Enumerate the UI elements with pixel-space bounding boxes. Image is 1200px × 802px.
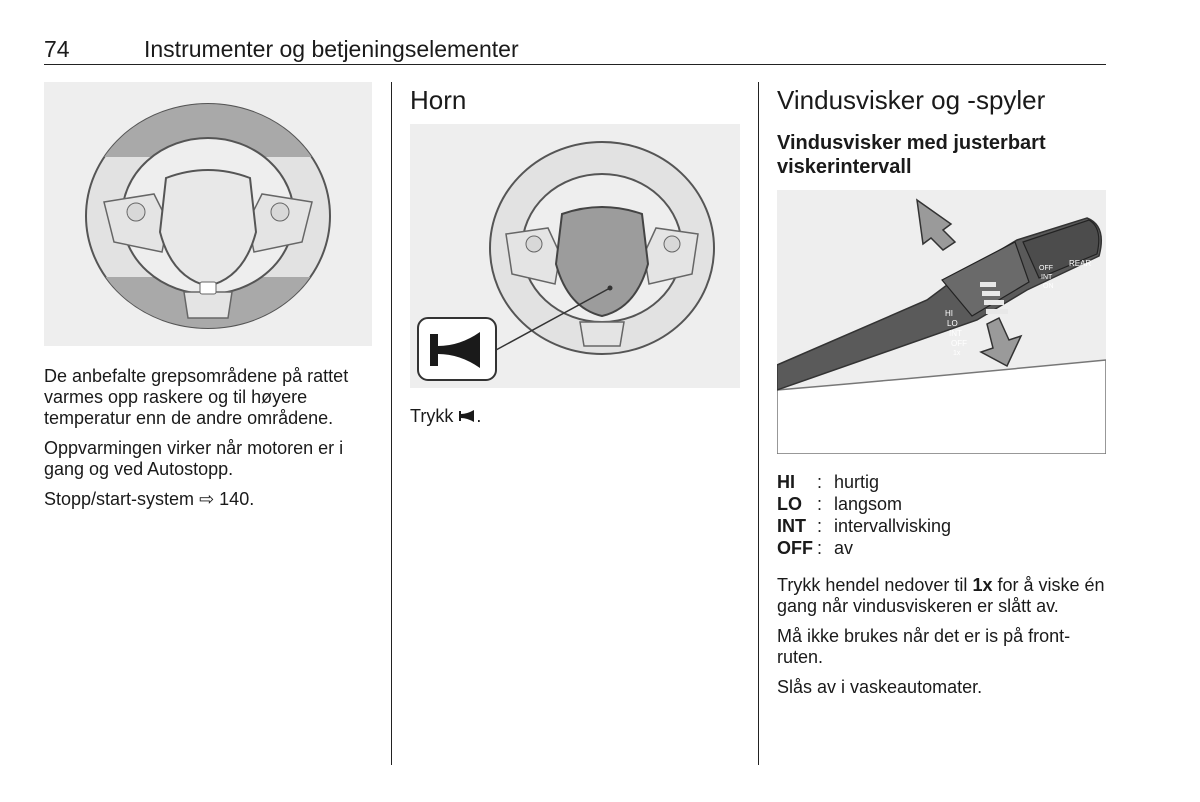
ring-label: OFF <box>1039 265 1053 272</box>
stalk-label: OFF <box>951 339 967 348</box>
horn-steering-wheel-icon <box>410 124 740 388</box>
horn-text <box>410 406 740 436</box>
page-number: 74 <box>44 36 70 62</box>
wiper-mode-legend <box>777 471 951 559</box>
paragraph-part: for å viske én gang når vindusviskeren er slått av. <box>777 575 1105 616</box>
paragraph: Slås av i vaskeautomater. <box>777 677 983 697</box>
legend-value: intervallvisking <box>834 516 952 536</box>
legend-row <box>777 493 951 515</box>
heated-steering-wheel-figure <box>44 82 372 346</box>
section-heading-wipers: Vindusvisker og -spyler <box>777 85 1046 115</box>
column-3-text <box>777 575 1109 707</box>
legend-row <box>777 471 951 493</box>
stalk-label: 1x <box>953 350 961 357</box>
column-divider <box>758 82 759 765</box>
stalk-label: INT <box>949 329 962 338</box>
paragraph: De anbefalte grepsområdene på rattet varmes opp raskere og til høyere temperatur enn de andre områdene. <box>44 366 349 428</box>
horn-text-prefix: Trykk <box>410 406 454 426</box>
paragraph: Oppvarmingen virker når motoren er i gang og ved Autostopp. <box>44 438 344 479</box>
section-heading-horn: Horn <box>410 85 467 115</box>
column-1-text <box>44 366 372 519</box>
legend-key: LO <box>777 494 802 514</box>
legend-colon: : <box>817 538 823 558</box>
legend-value: av <box>834 538 854 558</box>
rear-label: REAR <box>1069 259 1092 268</box>
single-wipe-label: 1x <box>972 575 993 595</box>
subsection-heading: Vindusvisker med justerbart viskerintervall <box>777 132 1046 178</box>
column-divider <box>391 82 392 765</box>
reference-text: Stopp/start-system <box>44 489 195 509</box>
legend-value: hurtig <box>834 472 880 492</box>
cross-reference <box>44 489 372 510</box>
page-header <box>44 36 1106 65</box>
ring-label: INT <box>1041 274 1053 281</box>
stalk-label: LO <box>947 319 958 328</box>
horn-figure <box>410 124 740 388</box>
paragraph: Må ikke brukes når det er is på frontruten. <box>777 626 1071 667</box>
legend-row <box>777 537 951 559</box>
paragraph <box>777 575 1109 617</box>
legend-key: INT <box>777 516 806 536</box>
reference-arrow-icon: ⇨ <box>199 489 215 509</box>
horn-text-suffix: . <box>476 406 482 426</box>
legend-key: HI <box>777 472 795 492</box>
wiper-stalk-figure <box>777 190 1106 454</box>
horn-icon <box>458 409 476 423</box>
legend-colon: : <box>817 516 823 536</box>
reference-page: 140. <box>219 489 255 509</box>
paragraph-part: Trykk hendel nedover til <box>777 575 973 595</box>
horn-instruction <box>410 406 740 427</box>
legend-colon: : <box>817 494 823 514</box>
legend-key: OFF <box>777 538 813 558</box>
ring-label: ON <box>1043 283 1054 290</box>
legend-colon: : <box>817 472 823 492</box>
legend-row <box>777 515 951 537</box>
stalk-label: HI <box>945 309 953 318</box>
page-title: Instrumenter og betjeningselementer <box>144 36 519 62</box>
wiper-stalk-icon <box>777 190 1106 454</box>
legend-value: langsom <box>834 494 903 514</box>
steering-wheel-icon <box>44 82 372 346</box>
